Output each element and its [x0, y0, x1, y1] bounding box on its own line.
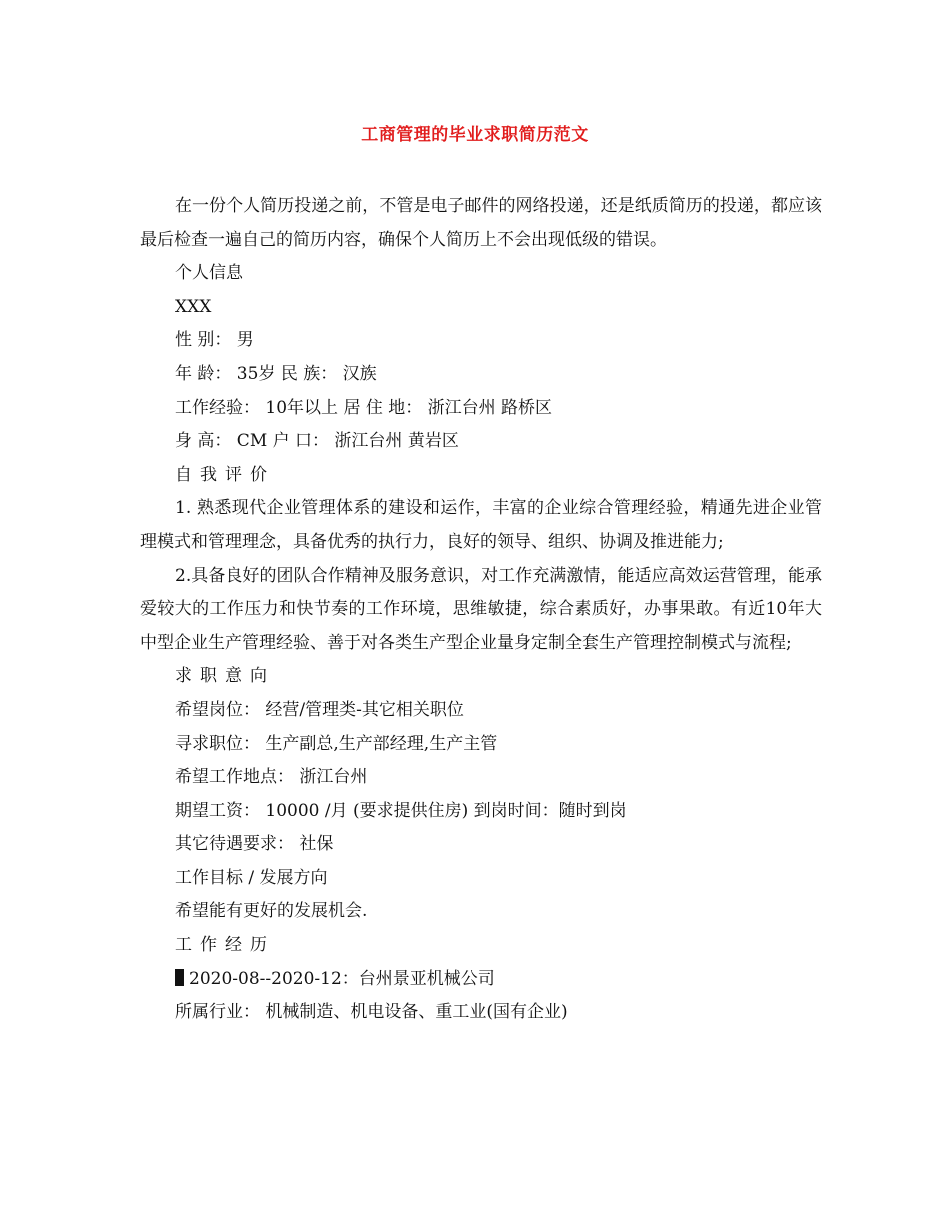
- experience-residence-field: 工作经验： 10年以上 居 住 地： 浙江台州 路桥区: [175, 397, 553, 418]
- seeking-position-field: 寻求职位： 生产副总,生产部经理,生产主管: [175, 733, 498, 754]
- age-ethnicity-field: 年 龄： 35岁 民 族： 汉族: [175, 363, 377, 384]
- work-history-period-company: 2020-08--2020-12：台州景亚机械公司: [189, 968, 495, 989]
- expected-salary-field: 期望工资： 10000 /月 (要求提供住房) 到岗时间：随时到岗: [175, 800, 627, 821]
- section-heading-self-evaluation: 自我评价: [175, 464, 275, 485]
- industry-field: 所属行业： 机械制造、机电设备、重工业(国有企业): [175, 1002, 568, 1023]
- bullet-marker-icon: [175, 969, 184, 986]
- section-heading-work-history: 工作经历: [175, 935, 275, 956]
- section-heading-job-intention: 求职意向: [175, 666, 275, 687]
- name-field: XXX: [175, 296, 212, 317]
- intro-paragraph: 在一份个人简历投递之前，不管是电子邮件的网络投递，还是纸质简历的投递，都应该最后检查一遍自己的简历内容，确保个人简历上不会出现低级的错误。: [140, 196, 822, 250]
- desired-location-field: 希望工作地点： 浙江台州: [175, 767, 368, 788]
- work-goal-text: 希望能有更好的发展机会.: [175, 901, 368, 922]
- work-goal-heading: 工作目标 / 发展方向: [175, 867, 328, 888]
- self-evaluation-item-1: 1. 熟悉现代企业管理体系的建设和运作，丰富的企业综合管理经验，精通先进企业管理模式和管理理念，具备优秀的执行力，良好的领导、组织、协调及推进能力;: [140, 498, 822, 552]
- document-body: [140, 190, 822, 1030]
- gender-field: 性 别： 男: [175, 330, 254, 351]
- desired-position-field: 希望岗位： 经营/管理类-其它相关职位: [175, 699, 464, 720]
- other-benefits-field: 其它待遇要求： 社保: [175, 834, 334, 855]
- section-heading-personal-info: 个人信息: [175, 263, 243, 284]
- document-title: 工商管理的毕业求职简历范文: [361, 125, 589, 145]
- height-hukou-field: 身 高： CM 户 口： 浙江台州 黄岩区: [175, 431, 459, 452]
- self-evaluation-item-2: 2.具备良好的团队合作精神及服务意识，对工作充满激情，能适应高效运营管理，能承爱较大的工作压力和快节奏的工作环境，思维敏捷，综合素质好，办事果敢。有近10年大中型企业生产管理经验、善于对各类生产型企业量身定制全套生产管理控制模式与流程;: [140, 565, 822, 653]
- work-history-entry: [140, 963, 822, 997]
